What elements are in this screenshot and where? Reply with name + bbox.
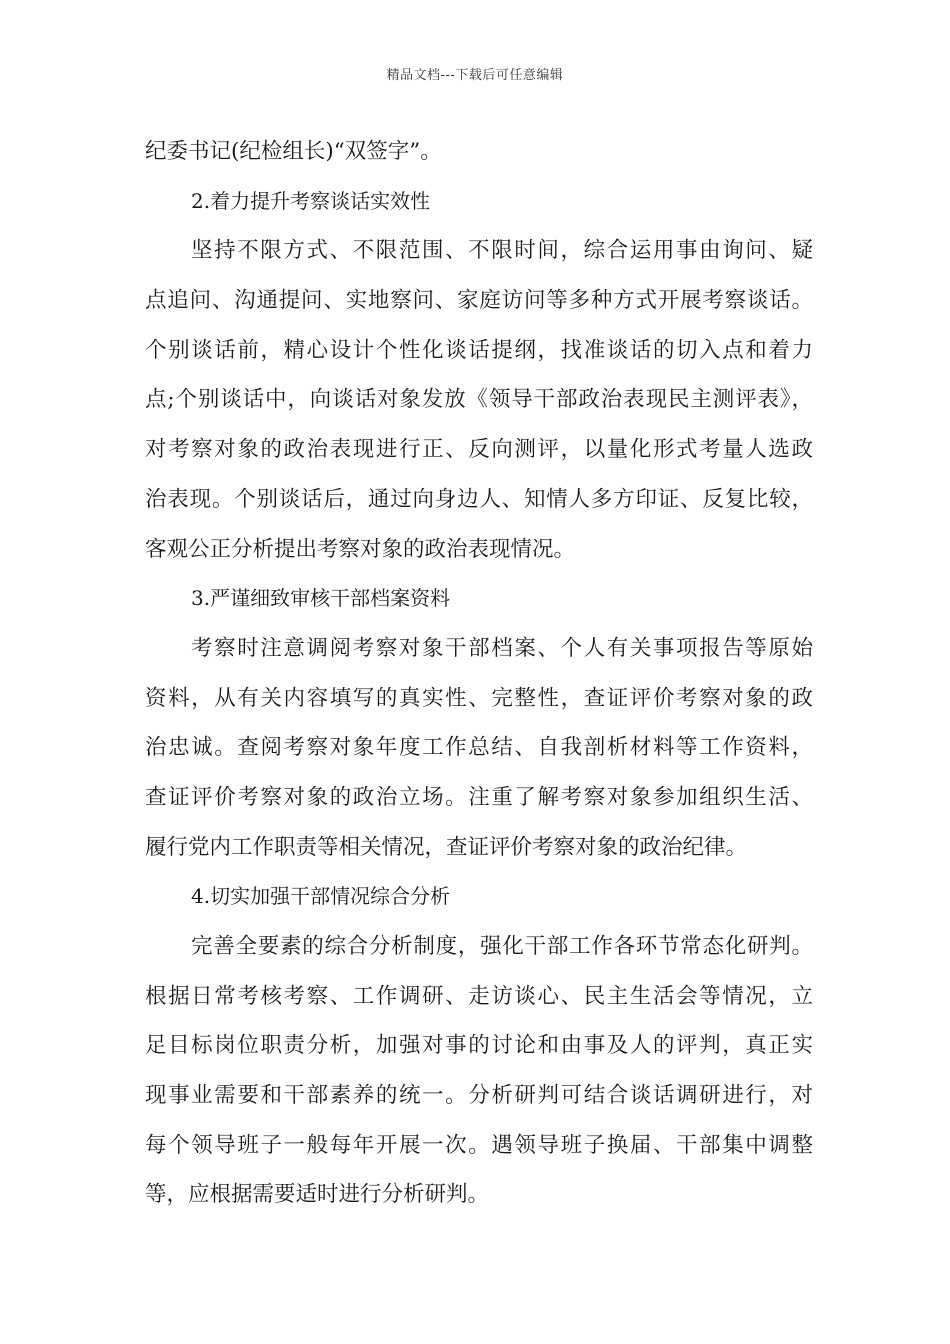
text-line: 个别谈话前，精心设计个性化谈话提纲，找准谈话的切入点和着力 bbox=[145, 337, 813, 363]
document-body bbox=[145, 127, 813, 1220]
section-heading: 4.切实加强干部情况综合分析 bbox=[191, 884, 451, 909]
text-line: 客观公正分析提出考察对象的政治表现情况。 bbox=[145, 536, 576, 562]
text-line: 等，应根据需要适时进行分析研判。 bbox=[145, 1182, 490, 1208]
text-line: 坚持不限方式、不限范围、不限时间，综合运用事由询问、疑 bbox=[191, 238, 813, 264]
text-line: 点追问、沟通提问、实地察问、家庭访问等多种方式开展考察谈话。 bbox=[145, 288, 813, 314]
text-line: 点;个别谈话中，向谈话对象发放《领导干部政治表现民主测评表》， bbox=[145, 387, 813, 413]
section-heading: 2.着力提升考察谈话实效性 bbox=[191, 188, 431, 213]
text-line: 治忠诚。查阅考察对象年度工作总结、自我剖析材料等工作资料， bbox=[145, 735, 813, 761]
section-heading: 3.严谨细致审核干部档案资料 bbox=[191, 586, 451, 611]
text-line: 治表现。个别谈话后，通过向身边人、知情人多方印证、反复比较， bbox=[145, 486, 813, 512]
text-line: 完善全要素的综合分析制度，强化干部工作各环节常态化研判。 bbox=[191, 934, 813, 959]
text-line: 履行党内工作职责等相关情况，查证评价考察对象的政治纪律。 bbox=[145, 834, 748, 860]
text-line: 根据日常考核考察、工作调研、走访谈心、民主生活会等情况，立 bbox=[145, 983, 813, 1009]
page-header: 精品文档---下载后可任意编辑 bbox=[386, 68, 564, 83]
text-line: 资料，从有关内容填写的真实性、完整性，查证评价考察对象的政 bbox=[145, 685, 813, 711]
text-line: 对考察对象的政治表现进行正、反向测评，以量化形式考量人选政 bbox=[145, 437, 813, 463]
text-line: 足目标岗位职责分析，加强对事的讨论和由事及人的评判，真正实 bbox=[145, 1033, 813, 1059]
text-line: 现事业需要和干部素养的统一。分析研判可结合谈话调研进行，对 bbox=[145, 1083, 813, 1109]
text-line: 考察时注意调阅考察对象干部档案、个人有关事项报告等原始 bbox=[191, 635, 813, 661]
text-line: 查证评价考察对象的政治立场。注重了解考察对象参加组织生活、 bbox=[145, 784, 813, 810]
text-line: 每个领导班子一般每年开展一次。遇领导班子换届、干部集中调整 bbox=[145, 1132, 813, 1158]
text-line: 纪委书记(纪检组长)“双签字”。 bbox=[145, 139, 442, 164]
